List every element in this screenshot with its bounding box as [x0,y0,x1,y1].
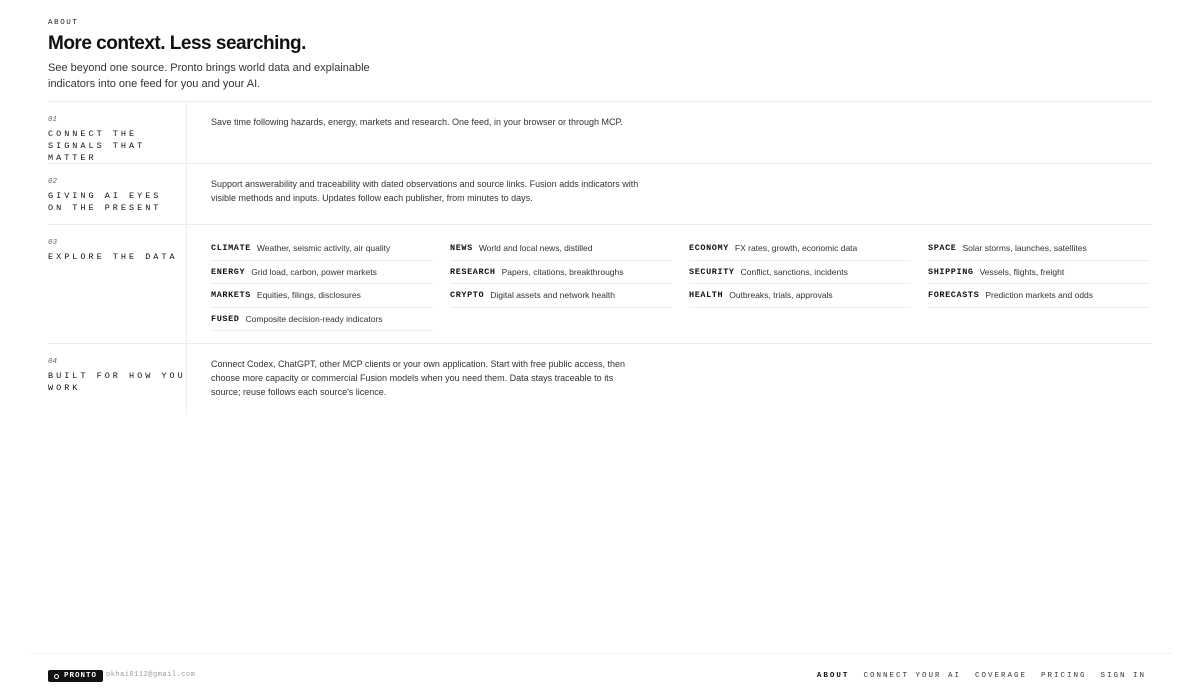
category-column [450,237,672,331]
section-body [187,164,1152,224]
category-key: SHIPPING [928,266,974,277]
data-category-grid [211,237,1152,331]
category-key: FORECASTS [928,290,980,301]
section-number: 01 [48,116,58,124]
category-key: FUSED [211,313,240,324]
section-body [187,225,1152,343]
category-key: SPACE [928,243,957,254]
section-title: EXPLORE THE DATA [48,252,178,262]
category-crypto[interactable] [450,284,672,308]
category-text: Conflict, sanctions, incidents [740,266,848,277]
category-text: Prediction markets and odds [985,290,1094,301]
section-title: GIVING AI EYES ON THE PRESENT [48,191,162,213]
hero [48,19,648,92]
category-text: Composite decision-ready indicators [245,313,383,324]
category-column [928,237,1150,331]
section-heading [48,344,187,414]
category-energy[interactable] [211,261,433,285]
category-economy[interactable] [689,237,911,261]
category-health[interactable] [689,284,911,308]
brand-badge[interactable] [48,670,103,682]
section-number: 03 [48,239,58,247]
brand-dot-icon [54,674,59,679]
section-description: Support answerability and traceability with dated observations and source links. Fusion adds indicators with visible methods and inputs. Updates follow each publisher, from minutes to days. [211,179,639,203]
category-key: RESEARCH [450,266,496,277]
section-number: 02 [48,178,58,186]
category-key: HEALTH [689,290,724,301]
section-built-for-work [48,344,1152,414]
category-text: Vessels, flights, freight [979,266,1065,277]
category-research[interactable] [450,261,672,285]
category-text: Grid load, carbon, power markets [251,266,377,277]
category-space[interactable] [928,237,1150,261]
category-key: CRYPTO [450,290,485,301]
section-heading [48,102,187,163]
section-description: Connect Codex, ChatGPT, other MCP clients or your own application. Start with free public access, then choose more capacity or commercial Fusion models when you need them. Data stays traceable to its source; reuse follows each source's licence. [211,359,626,397]
category-text: Outbreaks, trials, approvals [729,290,833,301]
category-text: Equities, filings, disclosures [256,290,361,301]
page-title: More context. Less searching. [48,33,306,54]
category-text: Papers, citations, breakthroughs [501,266,624,277]
section-explore-data [48,225,1152,344]
category-key: ECONOMY [689,243,729,254]
category-fused[interactable] [211,308,433,332]
category-security[interactable] [689,261,911,285]
category-text: Solar storms, launches, satellites [962,243,1087,254]
section-description: Save time following hazards, energy, markets and research. One feed, in your browser or through MCP. [211,117,623,127]
section-body [187,344,1152,414]
category-shipping[interactable] [928,261,1150,285]
footer-nav [817,672,1146,680]
section-connect-signals [48,102,1152,164]
category-forecasts[interactable] [928,284,1150,308]
category-text: FX rates, growth, economic data [734,243,858,254]
category-key: SECURITY [689,266,735,277]
section-title: BUILT FOR HOW YOU WORK [48,371,186,393]
category-text: World and local news, distilled [478,243,593,254]
section-heading [48,225,187,343]
nav-coverage[interactable]: COVERAGE [974,672,1027,680]
category-text: Digital assets and network health [490,290,615,301]
category-column [689,237,911,331]
category-text: Weather, seismic activity, air quality [256,243,391,254]
user-email: okhai0112@gmail.com [106,671,196,679]
category-climate[interactable] [211,237,433,261]
section-heading [48,164,187,224]
footer [30,653,1172,699]
brand-name: PRONTO [64,672,98,680]
category-key: NEWS [450,243,473,254]
nav-sign-in[interactable]: SIGN IN [1100,672,1146,680]
category-key: CLIMATE [211,243,251,254]
category-key: ENERGY [211,266,246,277]
section-number: 04 [48,358,58,366]
page-subtitle: See beyond one source. Pronto brings world data and explainable indicators into one feed for you and your AI. [48,62,370,90]
section-title: CONNECT THE SIGNALS THAT MATTER [48,129,146,163]
nav-connect-your-ai[interactable]: CONNECT YOUR AI [863,672,961,680]
about-sections [48,101,1152,414]
section-ai-eyes [48,164,1152,225]
category-key: MARKETS [211,290,251,301]
nav-pricing[interactable]: PRICING [1040,672,1087,680]
nav-about[interactable]: ABOUT [816,672,850,680]
category-news[interactable] [450,237,672,261]
section-body [187,102,1152,163]
category-column [211,237,433,331]
eyebrow: ABOUT [48,19,79,27]
category-markets[interactable] [211,284,433,308]
